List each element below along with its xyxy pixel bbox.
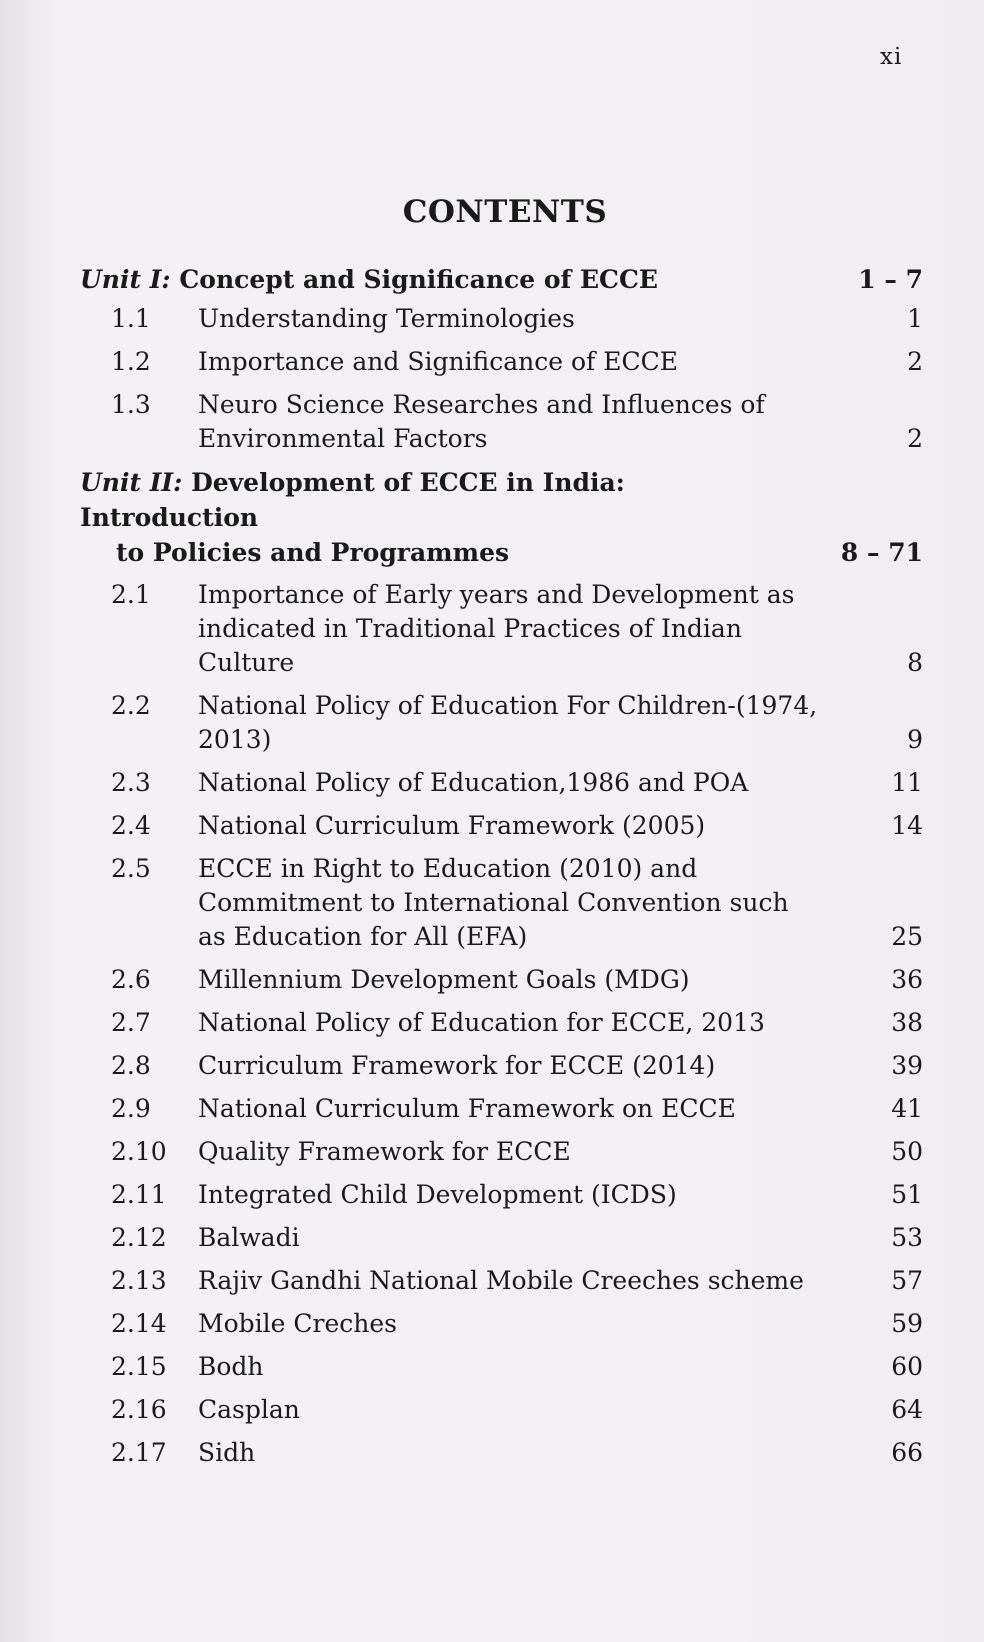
section-number: 2.9 [111,1094,151,1123]
section-number: 2.16 [111,1395,167,1424]
section-page: 2 [907,347,923,376]
section-title: Sidh [198,1438,256,1467]
section-page: 38 [891,1008,923,1037]
section-number: 2.7 [111,1008,151,1037]
unit-label: Unit I: [80,265,171,294]
section-page: 25 [891,922,923,951]
unit-name: Concept and Significance of ECCE [179,265,658,294]
section-page: 53 [891,1223,923,1252]
section-page: 57 [891,1266,923,1295]
section-number: 2.10 [111,1137,167,1166]
section-number: 2.15 [111,1352,167,1381]
toc-entry [80,302,923,336]
section-page: 8 [907,648,923,677]
toc-entry [80,809,923,843]
toc-entry [80,1307,923,1341]
section-page: 59 [891,1309,923,1338]
section-title: National Policy of Education,1986 and POA [198,768,749,797]
page-number: xi [880,44,903,70]
section-number: 2.4 [111,811,151,840]
section-page: 39 [891,1051,923,1080]
toc-entry [80,1178,923,1212]
section-number: 2.14 [111,1309,167,1338]
section-title: National Curriculum Framework on ECCE [198,1094,736,1123]
unit-title [80,465,780,570]
section-number: 2.17 [111,1438,167,1467]
section-page: 9 [907,725,923,754]
section-title: Balwadi [198,1223,300,1252]
section-page: 41 [891,1094,923,1123]
unit-page-range: 8 – 71 [840,538,923,567]
toc-entry [80,963,923,997]
toc-entry [80,1092,923,1126]
section-page: 66 [891,1438,923,1467]
toc-entry [80,1135,923,1169]
toc-entry [80,689,923,757]
section-title: Importance and Significance of ECCE [198,347,678,376]
section-number: 1.1 [111,304,151,333]
toc-entry [80,1221,923,1255]
section-title: Millennium Development Goals (MDG) [198,965,690,994]
section-number: 2.3 [111,768,151,797]
section-number: 1.2 [111,347,151,376]
section-number: 1.3 [111,390,151,419]
section-number: 2.8 [111,1051,151,1080]
contents-heading: CONTENTS [402,194,608,230]
toc-entry [80,1393,923,1427]
section-page: 50 [891,1137,923,1166]
section-title: National Policy of Education for ECCE, 2013 [198,1008,765,1037]
section-title: National Curriculum Framework (2005) [198,811,706,840]
toc-entry [80,1264,923,1298]
section-page: 1 [907,304,923,333]
section-title: Neuro Science Researches and Influences of Environmental Factors [198,390,765,453]
section-page: 64 [891,1395,923,1424]
section-title: Integrated Child Development (ICDS) [198,1180,677,1209]
toc-entry [80,1350,923,1384]
unit-heading [80,465,923,570]
section-title: Casplan [198,1395,300,1424]
section-page: 2 [907,424,923,453]
section-number: 2.13 [111,1266,167,1295]
section-number: 2.1 [111,580,151,609]
toc-entry [80,852,923,954]
section-page: 60 [891,1352,923,1381]
toc-entry [80,1436,923,1470]
table-of-contents [80,262,923,1479]
toc-entry [80,766,923,800]
section-number: 2.12 [111,1223,167,1252]
section-title: National Policy of Education For Children-(1974, 2013) [198,691,818,754]
unit-label: Unit II: [80,468,183,497]
section-page: 36 [891,965,923,994]
section-title: Rajiv Gandhi National Mobile Creeches scheme [198,1266,804,1295]
section-number: 2.11 [111,1180,167,1209]
unit-heading [80,262,923,297]
section-page: 51 [891,1180,923,1209]
toc-entry [80,578,923,680]
unit-name-continued: to Policies and Programmes [116,538,510,567]
unit-name: Development of ECCE in India: Introduction [80,468,625,532]
toc-entry [80,1049,923,1083]
section-page: 14 [891,811,923,840]
section-title: Importance of Early years and Development as indicated in Traditional Practices of Indian Culture [198,580,795,677]
section-page: 11 [891,768,923,797]
section-title: Curriculum Framework for ECCE (2014) [198,1051,716,1080]
section-number: 2.2 [111,691,151,720]
toc-entry [80,345,923,379]
toc-entry [80,1006,923,1040]
section-title: Mobile Creches [198,1309,397,1338]
section-title: Bodh [198,1352,264,1381]
unit-page-range: 1 – 7 [858,265,923,294]
section-title: ECCE in Right to Education (2010) and Commitment to International Convention such as Education for All (EFA) [198,854,789,951]
section-number: 2.5 [111,854,151,883]
toc-entry [80,388,923,456]
section-title: Quality Framework for ECCE [198,1137,571,1166]
section-number: 2.6 [111,965,151,994]
unit-title [80,262,780,297]
section-title: Understanding Terminologies [198,304,575,333]
